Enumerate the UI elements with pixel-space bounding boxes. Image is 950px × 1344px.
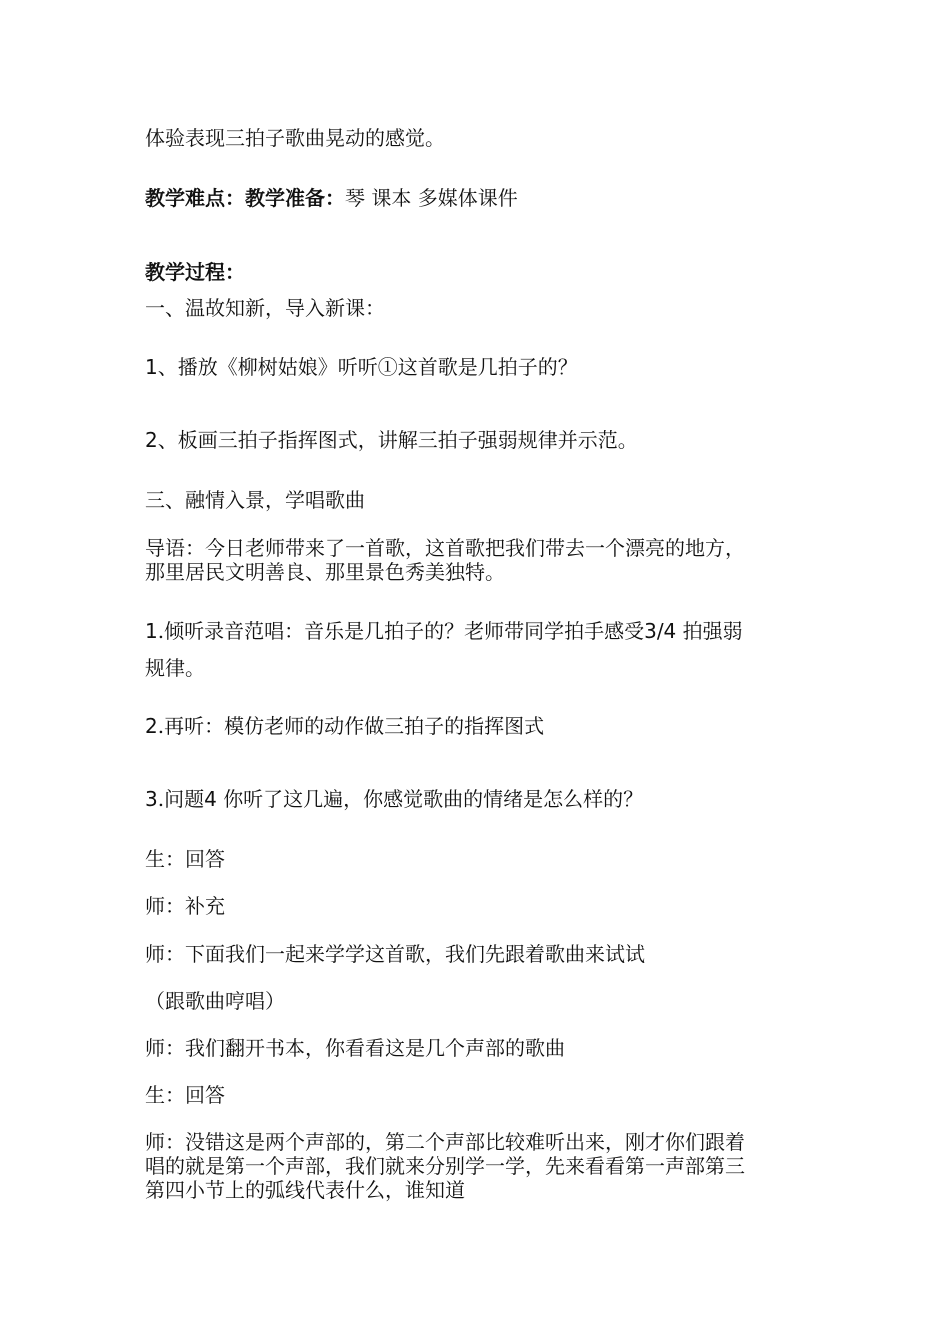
step-1-text-a: .倾听录音范唱：音乐是几拍子的？老师带同学拍手感受 (157, 619, 645, 643)
step-3-text-a: .问题 (157, 787, 205, 811)
final-para-line-3: 第四小节上的弧线代表什么，谁知道 (145, 1178, 465, 1202)
step-3-number: 3 (145, 787, 158, 811)
dialogue-line: 生：回答 (145, 1083, 225, 1107)
dialogue-line: （跟歌曲哼唱） (145, 989, 285, 1013)
step-3-text-b: 你听了这几遍，你感觉歌曲的情绪是怎么样的？ (223, 787, 644, 811)
step-1-line-1 (145, 619, 805, 643)
step-1-number: 1 (145, 619, 158, 643)
item-2-text: 、板画三拍子指挥图式，讲解三拍子强弱规律并示范。 (157, 428, 638, 452)
step-3-question-number: 4 (204, 787, 217, 811)
section-3-title: 三、融情入景，学唱歌曲 (145, 488, 365, 512)
item-2-number: 2 (145, 428, 158, 452)
step-3 (145, 787, 805, 811)
step-1-meter: 3/4 (644, 619, 677, 643)
item-1-text: 、播放《柳树姑娘》听听①这首歌是几拍子的？ (157, 355, 578, 379)
difficulty-label: 教学难点： (145, 186, 245, 210)
prep-value: 琴 课本 多媒体课件 (345, 186, 518, 210)
section-1-title: 一、温故知新，导入新课： (145, 296, 385, 320)
item-2 (145, 428, 805, 452)
item-1-number: 1 (145, 355, 158, 379)
step-1-text-b: 拍强弱 (682, 619, 743, 643)
final-para-line-1: 师：没错这是两个声部的，第二个声部比较难听出来，刚才你们跟着 (145, 1130, 745, 1154)
item-1 (145, 355, 805, 379)
dialogue-line: 师：补充 (145, 894, 225, 918)
step-2-number: 2 (145, 714, 158, 738)
dialogue-line: 师：我们翻开书本，你看看这是几个声部的歌曲 (145, 1036, 565, 1060)
intro-speech-line-1: 导语：今日老师带来了一首歌，这首歌把我们带去一个漂亮的地方， (145, 536, 745, 560)
step-2-text: .再听：模仿老师的动作做三拍子的指挥图式 (157, 714, 545, 738)
step-1-line-2: 规律。 (145, 656, 205, 680)
intro-line: 体验表现三拍子歌曲晃动的感觉。 (145, 126, 445, 150)
step-2 (145, 714, 805, 738)
final-para-line-2: 唱的就是第一个声部，我们就来分别学一学，先来看看第一声部第三 (145, 1154, 745, 1178)
process-heading: 教学过程： (145, 260, 245, 284)
dialogue-line: 师：下面我们一起来学学这首歌，我们先跟着歌曲来试试 (145, 942, 645, 966)
prep-label: 教学准备： (245, 186, 345, 210)
key-points-line (145, 186, 805, 210)
intro-speech-line-2: 那里居民文明善良、那里景色秀美独特。 (145, 560, 505, 584)
dialogue-line: 生：回答 (145, 847, 225, 871)
